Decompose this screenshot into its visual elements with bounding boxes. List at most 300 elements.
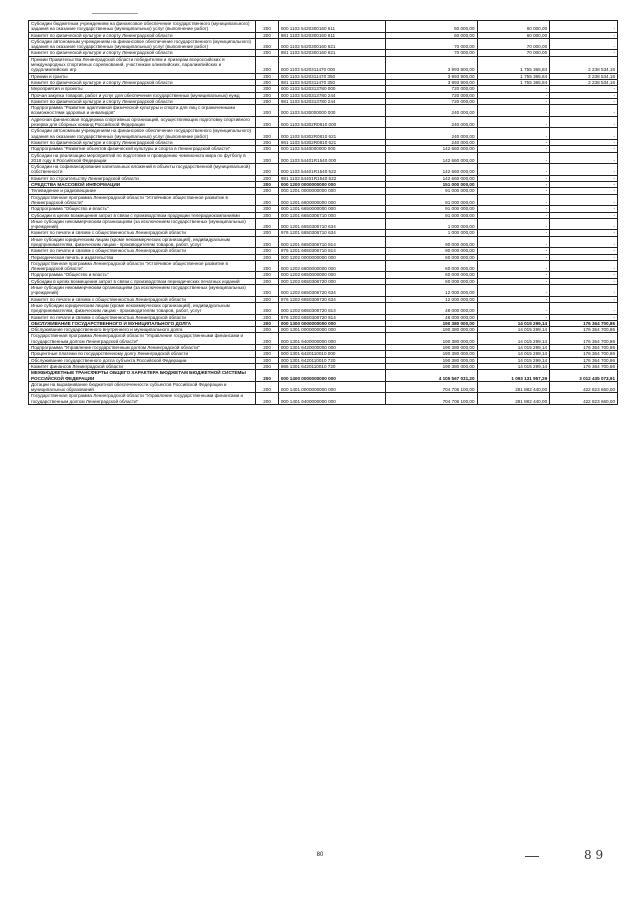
table-row	[29, 327, 618, 333]
table-row	[29, 128, 618, 140]
row-unexecuted-amount-cell: 176 364 700,86	[550, 345, 618, 351]
row-budget-code-cell: 000 1103 54302R0810 000	[278, 116, 385, 128]
row-name-cell: Процентные платежи по государственному долгу Ленинградской области	[29, 351, 256, 357]
row-admin-code-cell: 200	[256, 327, 279, 333]
row-name-cell: Премии и гранты	[29, 73, 256, 79]
row-admin-code-cell: 200	[256, 146, 279, 152]
row-unexecuted-amount-cell: -	[550, 182, 618, 188]
row-executed-amount-cell: 14 015 299,14	[477, 351, 550, 357]
row-executed-amount-cell: -	[477, 272, 550, 278]
table-row	[29, 152, 618, 164]
row-approved-amount-cell: 240 000,00	[385, 128, 477, 140]
row-budget-code-cell: 000 1103 5440000000 000	[278, 146, 385, 152]
row-executed-amount-cell: -	[477, 296, 550, 302]
row-budget-code-cell: 981 1103 5420311470 350	[278, 79, 385, 85]
row-budget-code-cell: 976 1201 6650306710 814	[278, 248, 385, 254]
row-executed-amount-cell: -	[477, 314, 550, 320]
row-executed-amount-cell: -	[477, 98, 550, 104]
row-executed-amount-cell: 14 015 299,14	[477, 357, 550, 363]
row-budget-code-cell: 000 1103 5420313780 000	[278, 86, 385, 92]
row-admin-code-cell: 200	[256, 164, 279, 176]
row-admin-code-cell: 200	[256, 254, 279, 260]
row-unexecuted-amount-cell: 176 364 700,86	[550, 333, 618, 345]
row-name-cell: Иные субсидии некоммерческим организациям (за исключением государственных (муниципальных) учреждений)	[29, 218, 256, 230]
row-budget-code-cell: 981 1103 5420300160 621	[278, 50, 385, 56]
row-approved-amount-cell: 12 000 000,00	[385, 296, 477, 302]
row-executed-amount-cell: -	[477, 212, 550, 218]
budget-page	[28, 20, 620, 405]
row-executed-amount-cell: 14 015 299,14	[477, 320, 550, 326]
row-unexecuted-amount-cell: -	[550, 236, 618, 248]
row-unexecuted-amount-cell: 2 238 534,16	[550, 73, 618, 79]
row-unexecuted-amount-cell: 2 238 534,16	[550, 56, 618, 73]
row-name-cell: Премии Правительства Ленинградской области победителям и призерам всероссийских и международных спортивных соревнований, участникам олимпийских, паралимпийских и сурдолимпийских игр	[29, 56, 256, 73]
row-name-cell: Телевидение и радиовещание	[29, 188, 256, 194]
table-row	[29, 333, 618, 345]
table-row	[29, 363, 618, 369]
row-unexecuted-amount-cell: -	[550, 272, 618, 278]
row-admin-code-cell: 200	[256, 285, 279, 297]
row-approved-amount-cell: 91 000 000,00	[385, 212, 477, 218]
row-budget-code-cell: 000 1202 6650306720 634	[278, 285, 385, 297]
row-executed-amount-cell: -	[477, 152, 550, 164]
row-admin-code-cell: 200	[256, 393, 279, 405]
row-approved-amount-cell: 3 993 900,00	[385, 56, 477, 73]
row-name-cell: Подпрограмма "Развитие объектов физической культуры и спорта в Ленинградской области"	[29, 146, 256, 152]
row-budget-code-cell: 000 1301 6420110010 720	[278, 357, 385, 363]
table-row	[29, 164, 618, 176]
row-name-cell: Адресная финансовая поддержка спортивных организаций, осуществляющих подготовку спортивного резерва для сборных команд Российской Федерации	[29, 116, 256, 128]
row-budget-code-cell: 000 1103 54401R1540 000	[278, 152, 385, 164]
row-admin-code-cell: 200	[256, 139, 279, 145]
row-executed-amount-cell: 14 015 299,14	[477, 327, 550, 333]
row-executed-amount-cell: -	[477, 230, 550, 236]
footer-dash	[525, 856, 539, 857]
row-budget-code-cell: 000 1202 0000000000 000	[278, 254, 385, 260]
row-admin-code-cell: 200	[256, 38, 279, 50]
row-approved-amount-cell: 142 660 000,00	[385, 175, 477, 181]
row-name-cell: Государственная программа Ленинградской области "Устойчивое общественное развитие в Ленинградской области"	[29, 194, 256, 206]
row-unexecuted-amount-cell: -	[550, 254, 618, 260]
row-admin-code-cell: 200	[256, 50, 279, 56]
row-executed-amount-cell: -	[477, 285, 550, 297]
row-unexecuted-amount-cell: -	[550, 212, 618, 218]
row-budget-code-cell: 000 1201 0000000000 000	[278, 188, 385, 194]
table-row	[29, 56, 618, 73]
row-approved-amount-cell: 1 000 000,00	[385, 218, 477, 230]
row-approved-amount-cell: 190 380 000,00	[385, 357, 477, 363]
row-approved-amount-cell: 142 660 000,00	[385, 146, 477, 152]
row-name-cell: Субсидии бюджетным учреждениям на финансовое обеспечение государственного (муниципального) задания на оказание государственных (муниципальных) услуг (выполнение работ)	[29, 21, 256, 33]
row-approved-amount-cell: 190 380 000,00	[385, 363, 477, 369]
row-approved-amount-cell: 240 000,00	[385, 139, 477, 145]
row-executed-amount-cell: 1 755 365,84	[477, 73, 550, 79]
row-approved-amount-cell: 240 000,00	[385, 105, 477, 117]
row-approved-amount-cell: 60 000 000,00	[385, 260, 477, 272]
row-executed-amount-cell: -	[477, 206, 550, 212]
row-approved-amount-cell: 60 000,00	[385, 32, 477, 38]
row-budget-code-cell: 000 1201 6650306710 000	[278, 212, 385, 218]
row-approved-amount-cell: 91 000 000,00	[385, 194, 477, 206]
row-executed-amount-cell: -	[477, 105, 550, 117]
row-admin-code-cell: 200	[256, 363, 279, 369]
row-budget-code-cell: 000 1103 5420311470 000	[278, 56, 385, 73]
row-unexecuted-amount-cell: -	[550, 302, 618, 314]
row-executed-amount-cell: -	[477, 164, 550, 176]
row-approved-amount-cell: 90 000 000,00	[385, 248, 477, 254]
row-unexecuted-amount-cell: -	[550, 206, 618, 212]
row-executed-amount-cell: -	[477, 116, 550, 128]
row-admin-code-cell: 200	[256, 278, 279, 284]
handwritten-page-mark: 8 9	[584, 848, 604, 862]
row-budget-code-cell: 000 1201 6650000000 000	[278, 206, 385, 212]
table-row	[29, 236, 618, 248]
row-executed-amount-cell: -	[477, 182, 550, 188]
row-budget-code-cell: 000 1400 0000000000 000	[278, 370, 385, 382]
row-admin-code-cell: 200	[256, 296, 279, 302]
row-name-cell: Прочая закупка товаров, работ и услуг для обеспечения государственных (муниципальных) нужд	[29, 92, 256, 98]
row-executed-amount-cell: -	[477, 248, 550, 254]
table-row	[29, 260, 618, 272]
row-name-cell: Дотации на выравнивание бюджетной обеспеченности субъектов Российской Федерации и муниципальных образований	[29, 381, 256, 393]
table-row	[29, 79, 618, 85]
row-admin-code-cell: 200	[256, 272, 279, 278]
budget-table	[28, 20, 618, 405]
row-budget-code-cell: 000 1301 6420000000 000	[278, 345, 385, 351]
row-approved-amount-cell: 720 000,00	[385, 92, 477, 98]
row-budget-code-cell: 985 1301 6420110010 720	[278, 363, 385, 369]
row-unexecuted-amount-cell: -	[550, 188, 618, 194]
row-admin-code-cell: 200	[256, 218, 279, 230]
row-executed-amount-cell: 14 015 299,14	[477, 345, 550, 351]
row-name-cell: Комитет по строительству Ленинградской области	[29, 175, 256, 181]
row-admin-code-cell: 200	[256, 79, 279, 85]
row-admin-code-cell: 200	[256, 302, 279, 314]
row-name-cell: Субсидии в целях возмещения затрат в связи с производством продукции телерадиокомпаниями	[29, 212, 256, 218]
row-approved-amount-cell: 90 000 000,00	[385, 236, 477, 248]
page-number: 80	[316, 852, 324, 858]
row-budget-code-cell: 000 1103 54401R1540 522	[278, 164, 385, 176]
row-approved-amount-cell: 60 000 000,00	[385, 254, 477, 260]
table-row	[29, 38, 618, 50]
row-name-cell: Государственная программа Ленинградской области "Управление государственными финансами и государственным долгом Ленинградской области"	[29, 393, 256, 405]
row-approved-amount-cell: 190 380 000,00	[385, 333, 477, 345]
row-unexecuted-amount-cell: -	[550, 50, 618, 56]
row-budget-code-cell: 000 1301 6420110010 000	[278, 351, 385, 357]
row-name-cell: ОБСЛУЖИВАНИЕ ГОСУДАРСТВЕННОГО И МУНИЦИПАЛЬНОГО ДОЛГА	[29, 320, 256, 326]
row-budget-code-cell: 981 1103 5420300160 611	[278, 32, 385, 38]
row-executed-amount-cell: -	[477, 254, 550, 260]
row-admin-code-cell: 200	[256, 152, 279, 164]
row-budget-code-cell: 000 1103 5420311470 350	[278, 73, 385, 79]
row-admin-code-cell: 200	[256, 105, 279, 117]
row-admin-code-cell: 200	[256, 260, 279, 272]
row-approved-amount-cell: 190 380 000,00	[385, 327, 477, 333]
row-unexecuted-amount-cell: -	[550, 139, 618, 145]
row-budget-code-cell: 000 1300 0000000000 000	[278, 320, 385, 326]
row-unexecuted-amount-cell: 176 364 700,86	[550, 327, 618, 333]
row-unexecuted-amount-cell: -	[550, 285, 618, 297]
row-budget-code-cell: 000 1103 5420300160 621	[278, 38, 385, 50]
row-budget-code-cell: 981 1103 54302R0810 621	[278, 139, 385, 145]
row-approved-amount-cell: 1 000 000,00	[385, 230, 477, 236]
row-admin-code-cell: 200	[256, 320, 279, 326]
row-admin-code-cell: 200	[256, 345, 279, 351]
row-unexecuted-amount-cell: -	[550, 152, 618, 164]
row-admin-code-cell: 200	[256, 236, 279, 248]
row-name-cell: Подпрограмма "Общество и власть"	[29, 272, 256, 278]
row-executed-amount-cell: -	[477, 278, 550, 284]
row-name-cell: Субсидии автономным учреждениям на финансовое обеспечение государственного (муниципального) задания на оказание государственных (муниципальных) услуг (выполнение работ)	[29, 128, 256, 140]
table-row	[29, 32, 618, 38]
row-budget-code-cell: 000 1201 6650306710 634	[278, 218, 385, 230]
row-name-cell: Субсидии на софинансирование капитальных вложений в объекты государственной (муниципальной) собственности	[29, 164, 256, 176]
row-unexecuted-amount-cell: -	[550, 116, 618, 128]
row-unexecuted-amount-cell: 2 238 534,16	[550, 79, 618, 85]
row-budget-code-cell: 000 1401 6400000000 000	[278, 393, 385, 405]
row-unexecuted-amount-cell: -	[550, 194, 618, 206]
row-unexecuted-amount-cell: -	[550, 296, 618, 302]
row-budget-code-cell: 981 1103 5420313780 244	[278, 98, 385, 104]
table-row	[29, 345, 618, 351]
row-budget-code-cell: 000 1103 5420313780 244	[278, 92, 385, 98]
table-row	[29, 370, 618, 382]
row-admin-code-cell: 200	[256, 92, 279, 98]
row-name-cell: Иные субсидии юридическим лицам (кроме некоммерческих организаций), индивидуальным предпринимателям, физическим лицам - производителям товаров, работ, услуг	[29, 302, 256, 314]
row-unexecuted-amount-cell: -	[550, 86, 618, 92]
row-approved-amount-cell: 3 993 900,00	[385, 79, 477, 85]
row-admin-code-cell: 200	[256, 32, 279, 38]
row-unexecuted-amount-cell: 176 364 700,86	[550, 351, 618, 357]
row-approved-amount-cell: 190 380 000,00	[385, 351, 477, 357]
row-name-cell: Комитет по физической культуре и спорту Ленинградской области	[29, 79, 256, 85]
table-row	[29, 357, 618, 363]
row-name-cell: Комитет по печати и связям с общественностью Ленинградской области	[29, 314, 256, 320]
row-approved-amount-cell: 70 000,00	[385, 50, 477, 56]
row-unexecuted-amount-cell: -	[550, 175, 618, 181]
row-executed-amount-cell: 70 000,00	[477, 50, 550, 56]
row-budget-code-cell: 000 1103 54302R0810 621	[278, 128, 385, 140]
row-approved-amount-cell: 142 660 000,00	[385, 152, 477, 164]
row-approved-amount-cell: 60 000,00	[385, 21, 477, 33]
row-admin-code-cell: 200	[256, 314, 279, 320]
row-name-cell: Комитет финансов Ленинградской области	[29, 363, 256, 369]
row-name-cell: Субсидии на реализацию мероприятий по подготовке и проведению чемпионата мира по футболу в 2018 году в Российской Федерации	[29, 152, 256, 164]
row-unexecuted-amount-cell: -	[550, 314, 618, 320]
row-unexecuted-amount-cell: -	[550, 21, 618, 33]
row-unexecuted-amount-cell: -	[550, 38, 618, 50]
row-executed-amount-cell: -	[477, 175, 550, 181]
row-unexecuted-amount-cell: -	[550, 260, 618, 272]
row-admin-code-cell: 200	[256, 21, 279, 33]
row-unexecuted-amount-cell: -	[550, 98, 618, 104]
row-name-cell: Государственная программа Ленинградской области "Устойчивое общественное развитие в Ленинградской области"	[29, 260, 256, 272]
row-approved-amount-cell: 190 380 000,00	[385, 320, 477, 326]
row-budget-code-cell: 000 1200 0000000000 000	[278, 182, 385, 188]
row-admin-code-cell: 200	[256, 230, 279, 236]
row-admin-code-cell: 200	[256, 128, 279, 140]
row-unexecuted-amount-cell: -	[550, 128, 618, 140]
table-row	[29, 320, 618, 326]
row-name-cell: Иные субсидии юридическим лицам (кроме некоммерческих организаций), индивидуальным предпринимателям, физическим лицам - производителям товаров, работ, услуг	[29, 236, 256, 248]
row-budget-code-cell: 000 1301 0000000000 000	[278, 327, 385, 333]
row-executed-amount-cell: 1 093 131 957,29	[477, 370, 550, 382]
row-budget-code-cell: 000 1401 0000000000 000	[278, 381, 385, 393]
table-row	[29, 116, 618, 128]
row-approved-amount-cell: 60 000 000,00	[385, 272, 477, 278]
row-admin-code-cell: 200	[256, 175, 279, 181]
row-admin-code-cell: 200	[256, 194, 279, 206]
row-name-cell: Обслуживание государственного долга субъекта Российской Федерации	[29, 357, 256, 363]
table-row	[29, 218, 618, 230]
table-row	[29, 21, 618, 33]
table-row	[29, 50, 618, 56]
row-executed-amount-cell: -	[477, 92, 550, 98]
row-approved-amount-cell: 4 105 567 031,20	[385, 370, 477, 382]
row-admin-code-cell: 200	[256, 381, 279, 393]
row-name-cell: Комитет по физической культуре и спорту Ленинградской области	[29, 98, 256, 104]
row-unexecuted-amount-cell: 176 364 700,86	[550, 320, 618, 326]
row-budget-code-cell: 976 1202 6650306720 814	[278, 314, 385, 320]
row-name-cell: Субсидии в целях возмещения затрат в связи с производством периодических печатных изданий	[29, 278, 256, 284]
row-approved-amount-cell: 60 000 000,00	[385, 278, 477, 284]
row-executed-amount-cell: 14 015 299,14	[477, 363, 550, 369]
row-name-cell: Комитет по печати и связям с общественностью Ленинградской области	[29, 230, 256, 236]
row-approved-amount-cell: 704 706 100,00	[385, 393, 477, 405]
row-unexecuted-amount-cell: -	[550, 164, 618, 176]
row-budget-code-cell: 000 1202 6600000000 000	[278, 260, 385, 272]
row-approved-amount-cell: 12 000 000,00	[385, 285, 477, 297]
table-row	[29, 351, 618, 357]
row-executed-amount-cell: 14 015 299,14	[477, 333, 550, 345]
row-name-cell: Комитет по физической культуре и спорту Ленинградской области	[29, 50, 256, 56]
row-budget-code-cell: 000 1201 6600000000 000	[278, 194, 385, 206]
row-unexecuted-amount-cell: -	[550, 248, 618, 254]
row-executed-amount-cell: 281 882 440,00	[477, 381, 550, 393]
row-admin-code-cell: 200	[256, 333, 279, 345]
row-admin-code-cell: 200	[256, 212, 279, 218]
row-admin-code-cell: 200	[256, 182, 279, 188]
budget-table-body	[29, 21, 618, 405]
row-admin-code-cell: 200	[256, 116, 279, 128]
row-executed-amount-cell: -	[477, 139, 550, 145]
row-name-cell: Комитет по печати и связям с общественностью Ленинградской области	[29, 248, 256, 254]
row-name-cell: Подпрограмма "Развитие адаптивной физической культуры и спорта для лиц с ограниченными возможностями здоровья и инвалидов"	[29, 105, 256, 117]
row-budget-code-cell: 976 1202 6650306720 634	[278, 296, 385, 302]
row-unexecuted-amount-cell: 422 823 660,00	[550, 381, 618, 393]
row-executed-amount-cell: -	[477, 302, 550, 314]
row-unexecuted-amount-cell: 3 012 435 073,91	[550, 370, 618, 382]
row-approved-amount-cell: 48 000 000,00	[385, 302, 477, 314]
row-admin-code-cell: 200	[256, 86, 279, 92]
row-executed-amount-cell: 1 755 365,84	[477, 79, 550, 85]
row-unexecuted-amount-cell: -	[550, 32, 618, 38]
row-unexecuted-amount-cell: -	[550, 278, 618, 284]
row-budget-code-cell: 000 1202 6650306720 000	[278, 278, 385, 284]
row-budget-code-cell: 000 1202 6650306720 814	[278, 302, 385, 314]
row-admin-code-cell: 200	[256, 188, 279, 194]
row-unexecuted-amount-cell: -	[550, 230, 618, 236]
row-name-cell: МЕЖБЮДЖЕТНЫЕ ТРАНСФЕРТЫ ОБЩЕГО ХАРАКТЕРА БЮДЖЕТАМ БЮДЖЕТНОЙ СИСТЕМЫ РОССИЙСКОЙ ФЕДЕРАЦИИ	[29, 370, 256, 382]
row-approved-amount-cell: 240 000,00	[385, 116, 477, 128]
row-approved-amount-cell: 720 000,00	[385, 86, 477, 92]
row-executed-amount-cell: -	[477, 218, 550, 230]
row-executed-amount-cell: -	[477, 236, 550, 248]
row-executed-amount-cell: 1 755 365,84	[477, 56, 550, 73]
row-name-cell: Государственная программа Ленинградской области "Управление государственными финансами и государственным долгом Ленинградской области"	[29, 333, 256, 345]
row-executed-amount-cell: 60 000,00	[477, 32, 550, 38]
row-name-cell: Подпрограмма "Общество и власть"	[29, 206, 256, 212]
row-admin-code-cell: 200	[256, 351, 279, 357]
row-unexecuted-amount-cell: -	[550, 146, 618, 152]
row-executed-amount-cell: -	[477, 188, 550, 194]
row-name-cell: Мероприятия и проекты	[29, 86, 256, 92]
row-budget-code-cell: 981 1103 54401R1540 522	[278, 175, 385, 181]
row-executed-amount-cell: 281 882 440,00	[477, 393, 550, 405]
row-admin-code-cell: 200	[256, 357, 279, 363]
row-executed-amount-cell: -	[477, 194, 550, 206]
row-approved-amount-cell: 70 000,00	[385, 38, 477, 50]
row-approved-amount-cell: 142 660 000,00	[385, 164, 477, 176]
row-admin-code-cell: 200	[256, 98, 279, 104]
row-executed-amount-cell: 60 000,00	[477, 21, 550, 33]
row-name-cell: Субсидии автономным учреждениям на финансовое обеспечение государственного (муниципального) задания на оказание государственных (муниципальных) услуг (выполнение работ)	[29, 38, 256, 50]
row-approved-amount-cell: 91 000 000,00	[385, 206, 477, 212]
row-name-cell: СРЕДСТВА МАССОВОЙ ИНФОРМАЦИИ	[29, 182, 256, 188]
row-name-cell: Подпрограмма "Управление государственным долгом Ленинградской области"	[29, 345, 256, 351]
row-approved-amount-cell: 704 706 100,00	[385, 381, 477, 393]
row-approved-amount-cell: 91 000 000,00	[385, 188, 477, 194]
row-approved-amount-cell: 190 380 000,00	[385, 345, 477, 351]
table-row	[29, 285, 618, 297]
row-approved-amount-cell: 48 000 000,00	[385, 314, 477, 320]
row-unexecuted-amount-cell: 176 364 700,86	[550, 363, 618, 369]
row-budget-code-cell: 000 1103 5430000000 000	[278, 105, 385, 117]
row-executed-amount-cell: 70 000,00	[477, 38, 550, 50]
row-executed-amount-cell: -	[477, 86, 550, 92]
row-admin-code-cell: 200	[256, 370, 279, 382]
table-row	[29, 302, 618, 314]
row-approved-amount-cell: 151 000 000,00	[385, 182, 477, 188]
row-name-cell: Периодическая печать и издательства	[29, 254, 256, 260]
table-row	[29, 194, 618, 206]
row-executed-amount-cell: -	[477, 128, 550, 140]
row-budget-code-cell: 000 1201 6650306710 814	[278, 236, 385, 248]
table-row	[29, 381, 618, 393]
table-row	[29, 105, 618, 117]
top-margin-mark	[92, 13, 138, 14]
row-budget-code-cell: 000 1202 6650000000 000	[278, 272, 385, 278]
row-unexecuted-amount-cell: 422 823 660,00	[550, 393, 618, 405]
row-budget-code-cell: 976 1201 6650306710 634	[278, 230, 385, 236]
row-unexecuted-amount-cell: -	[550, 105, 618, 117]
row-approved-amount-cell: 3 993 900,00	[385, 73, 477, 79]
row-name-cell: Комитет по печати и связям с общественностью Ленинградской области	[29, 296, 256, 302]
row-unexecuted-amount-cell: -	[550, 92, 618, 98]
row-name-cell: Комитет по физической культуре и спорту Ленинградской области	[29, 32, 256, 38]
row-admin-code-cell: 200	[256, 248, 279, 254]
row-unexecuted-amount-cell: 176 364 700,86	[550, 357, 618, 363]
row-executed-amount-cell: -	[477, 146, 550, 152]
row-executed-amount-cell: -	[477, 260, 550, 272]
row-admin-code-cell: 200	[256, 206, 279, 212]
row-approved-amount-cell: 720 000,00	[385, 98, 477, 104]
row-admin-code-cell: 200	[256, 56, 279, 73]
row-name-cell: Комитет по физической культуре и спорту Ленинградской области	[29, 139, 256, 145]
row-unexecuted-amount-cell: -	[550, 218, 618, 230]
row-budget-code-cell: 000 1103 5420300160 611	[278, 21, 385, 33]
table-row	[29, 393, 618, 405]
